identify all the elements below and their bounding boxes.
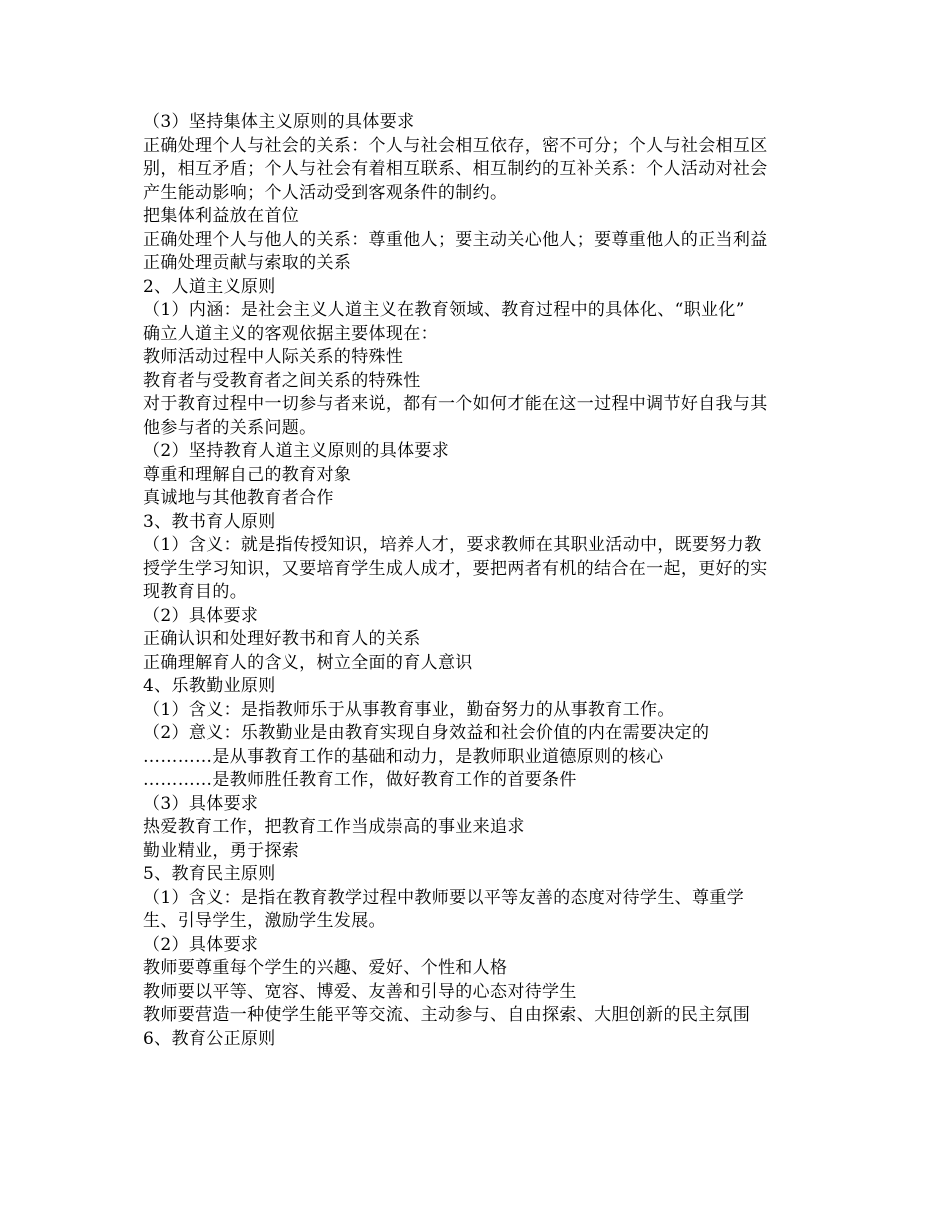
section-heading-democracy: 5、教育民主原则 xyxy=(143,864,276,884)
document-body xyxy=(143,111,823,1051)
text-line: 正确认识和处理好教书和育人的关系 xyxy=(143,629,421,649)
text-line: 正确处理贡献与索取的关系 xyxy=(143,253,352,273)
text-line: 确立人道主义的客观依据主要体现在： xyxy=(143,323,438,344)
section-heading-teaching-educating: 3、教书育人原则 xyxy=(143,511,276,532)
text-line: 真诚地与其他教育者合作 xyxy=(143,488,334,508)
section-heading-fairness: 6、教育公正原则 xyxy=(143,1028,276,1049)
subheading-specific-requirements: （2）具体要求 xyxy=(143,934,259,955)
text-line: （1）含义：就是指传授知识，培养人才，要求教师在其职业活动中，既要努力教 xyxy=(143,535,762,555)
text-line: 教师要尊重每个学生的兴趣、爱好、个性和人格 xyxy=(143,958,508,978)
text-line: 授学生学习知识，又要培育学生成人成才，要把两者有机的结合在一起，更好的实 xyxy=(143,558,768,579)
text-line: 他参与者的关系问题。 xyxy=(143,417,317,438)
text-line: …………是从事教育工作的基础和动力，是教师职业道德原则的核心 xyxy=(143,746,664,767)
subheading-collectivism-requirements: （3）坚持集体主义原则的具体要求 xyxy=(143,112,415,132)
text-line: 教师活动过程中人际关系的特殊性 xyxy=(143,347,404,367)
subheading-humanism-requirements: （2）坚持教育人道主义原则的具体要求 xyxy=(143,441,450,461)
text-line: 尊重和理解自己的教育对象 xyxy=(143,464,352,485)
text-line: 生、引导学生，激励学生发展。 xyxy=(143,911,386,931)
section-heading-dedication: 4、乐教勤业原则 xyxy=(143,676,276,696)
text-line: …………是教师胜任教育工作，做好教育工作的首要条件 xyxy=(143,770,577,790)
text-line: （1）含义：是指在教育教学过程中教师要以平等友善的态度对待学生、尊重学 xyxy=(143,887,745,908)
text-line: 正确处理个人与他人的关系：尊重他人；要主动关心他人；要尊重他人的正当利益 xyxy=(143,229,768,250)
text-line: 勤业精业，勇于探索 xyxy=(143,840,300,861)
text-line: 热爱教育工作，把教育工作当成崇高的事业来追求 xyxy=(143,817,525,837)
text-line: 教师要以平等、宽容、博爱、友善和引导的心态对待学生 xyxy=(143,981,577,1002)
text-line: 产生能动影响；个人活动受到客观条件的制约。 xyxy=(143,182,508,203)
subheading-specific-requirements: （2）具体要求 xyxy=(143,605,259,626)
section-heading-humanism: 2、人道主义原则 xyxy=(143,276,276,297)
text-line: （1）含义：是指教师乐于从事教育事业，勤奋努力的从事教育工作。 xyxy=(143,699,675,720)
text-line: 别，相互矛盾；个人与社会有着相互联系、相互制约的互补关系：个人活动对社会 xyxy=(143,159,768,179)
subheading-specific-requirements: （3）具体要求 xyxy=(143,793,259,814)
text-line: 教师要营造一种使学生能平等交流、主动参与、自由探索、大胆创新的民主氛围 xyxy=(143,1005,751,1025)
text-line: 把集体利益放在首位 xyxy=(143,206,300,226)
text-line: 正确处理个人与社会的关系：个人与社会相互依存，密不可分；个人与社会相互区 xyxy=(143,135,768,156)
text-line: 教育者与受教育者之间关系的特殊性 xyxy=(143,370,421,391)
text-line: 现教育目的。 xyxy=(143,582,248,602)
text-line: 正确理解育人的含义，树立全面的育人意识 xyxy=(143,652,473,673)
text-line: （2）意义：乐教勤业是由教育实现自身效益和社会价值的内在需要决定的 xyxy=(143,723,710,743)
text-line: 对于教育过程中一切参与者来说，都有一个如何才能在这一过程中调节好自我与其 xyxy=(143,394,768,414)
text-line: （1）内涵：是社会主义人道主义在教育领域、教育过程中的具体化、“职业化” xyxy=(143,300,745,320)
